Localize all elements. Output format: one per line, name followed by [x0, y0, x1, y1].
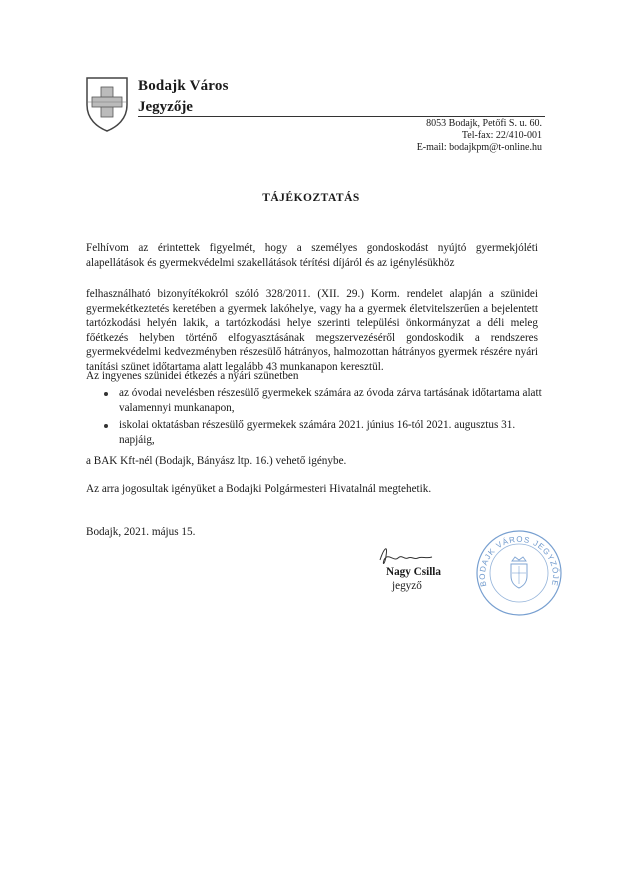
bullet-icon	[104, 424, 108, 428]
meal-intro: Az ingyenes szünidei étkezés a nyári szünetben	[86, 370, 299, 382]
bullet-icon	[104, 392, 108, 396]
document-title: TÁJÉKOZTATÁS	[262, 192, 360, 204]
header-divider	[138, 116, 545, 117]
meal-list	[104, 386, 544, 450]
paragraph-regulation: felhasználható bizonyítékokról szóló 328/2011. (XII. 29.) Korm. rendelet alapján a szünidei gyermekétkeztetés keretében a gyermek lakóhelye, vagy ha a gyermek életvitelszerűen a bejelentett tartózkodási helyén lakik, a tartózkodási helye szerinti települési önkormányzat a déli meleg főétkezés helyben történő elfogyasztásának megszervezéséről gondoskodik a rendszeres gyermekvédelmi kedvezményben részesülő hátrányos, halmozottan hátrányos gyermek részére nyári tanítási szünet időtartama alatt legalább 43 munkanapon keresztül.	[86, 288, 538, 373]
bak-line: a BAK Kft-nél (Bodajk, Bányász ltp. 16.) vehető igénybe.	[86, 455, 347, 467]
list-item	[104, 386, 544, 415]
telfax-line: Tel-fax: 22/410-001	[461, 130, 542, 141]
address-line: 8053 Bodajk, Petőfi S. u. 60.	[426, 118, 542, 129]
coat-of-arms-icon	[84, 75, 130, 133]
signatory-name: Nagy Csilla	[386, 566, 442, 578]
email-line: E-mail: bodajkpm@t-online.hu	[416, 142, 542, 153]
list-item-text: iskolai oktatásban részesülő gyermekek számára 2021. június 16-tól 2021. augusztus 31. napjáig,	[119, 419, 516, 446]
list-item	[104, 418, 544, 447]
application-line: Az arra jogosultak igényüket a Bodajki Polgármesteri Hivatalnál megtehetik.	[86, 483, 432, 495]
stamp-text: BODAJK VÁROS JEGYZŐJE	[477, 534, 561, 588]
signatory-title: jegyző	[392, 580, 422, 592]
official-stamp	[474, 528, 564, 618]
org-subtitle: Jegyzője	[138, 99, 193, 115]
paragraph-intro: Felhívom az érintettek figyelmét, hogy a személyes gondoskodást nyújtó gyermekjóléti alapellátások és gyermekvédelmi szakellátások térítési díjáról és az igénylésükhöz	[86, 242, 538, 269]
date-line: Bodajk, 2021. május 15.	[86, 526, 196, 538]
org-name: Bodajk Város	[138, 78, 229, 94]
list-item-text: az óvodai nevelésben részesülő gyermekek számára az óvoda zárva tartásának időtartama alatt valamennyi munkanapon,	[119, 387, 542, 414]
